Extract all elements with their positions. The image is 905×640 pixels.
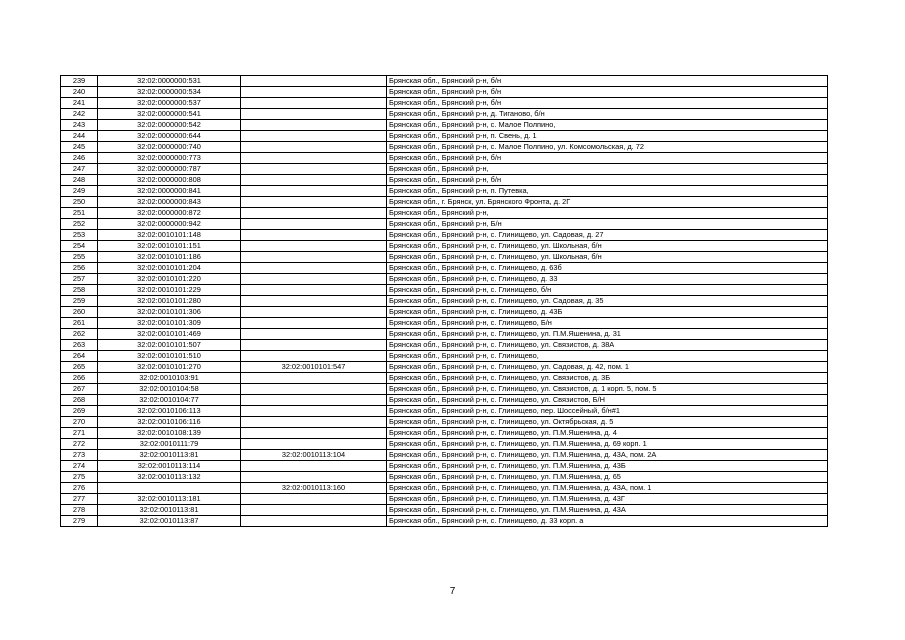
- row-number-cell: 245: [61, 142, 98, 153]
- address-cell: Брянская обл., Брянский р-н, с. Глинищево, пер. Шоссейный, б/н#1: [387, 406, 828, 417]
- related-cadastral-number-cell: [241, 76, 387, 87]
- related-cadastral-number-cell: [241, 417, 387, 428]
- table-row: [61, 274, 828, 285]
- cadastral-number-cell: 32:02:0000000:537: [98, 98, 241, 109]
- address-cell: Брянская обл., Брянский р-н, с. Глинищево, д. 43Б: [387, 307, 828, 318]
- table-row: [61, 373, 828, 384]
- cadastral-number-cell: 32:02:0010113:81: [98, 450, 241, 461]
- cadastral-number-cell: 32:02:0010101:204: [98, 263, 241, 274]
- table-row: [61, 98, 828, 109]
- related-cadastral-number-cell: [241, 395, 387, 406]
- registry-table-body: [61, 76, 828, 527]
- related-cadastral-number-cell: [241, 263, 387, 274]
- related-cadastral-number-cell: [241, 175, 387, 186]
- related-cadastral-number-cell: 32:02:0010113:160: [241, 483, 387, 494]
- row-number-cell: 265: [61, 362, 98, 373]
- table-row: [61, 230, 828, 241]
- row-number-cell: 241: [61, 98, 98, 109]
- cadastral-number-cell: 32:02:0000000:541: [98, 109, 241, 120]
- row-number-cell: 243: [61, 120, 98, 131]
- address-cell: Брянская обл., Брянский р-н, б/н: [387, 76, 828, 87]
- cadastral-number-cell: 32:02:0010101:510: [98, 351, 241, 362]
- table-row: [61, 109, 828, 120]
- address-cell: Брянская обл., Брянский р-н, с. Глинищево, ул. Школьная, б/н: [387, 252, 828, 263]
- table-row: [61, 329, 828, 340]
- related-cadastral-number-cell: 32:02:0010113:104: [241, 450, 387, 461]
- cadastral-number-cell: 32:02:0000000:808: [98, 175, 241, 186]
- related-cadastral-number-cell: [241, 406, 387, 417]
- related-cadastral-number-cell: [241, 219, 387, 230]
- address-cell: Брянская обл., Брянский р-н, с. Глинищево, б/н: [387, 285, 828, 296]
- cadastral-number-cell: 32:02:0010101:280: [98, 296, 241, 307]
- row-number-cell: 264: [61, 351, 98, 362]
- address-cell: Брянская обл., Брянский р-н, с. Глинищево, ул. П.М.Яшенина, д. 4: [387, 428, 828, 439]
- page-number: 7: [449, 586, 456, 597]
- cadastral-number-cell: 32:02:0010101:148: [98, 230, 241, 241]
- row-number-cell: 266: [61, 373, 98, 384]
- cadastral-number-cell: 32:02:0010113:181: [98, 494, 241, 505]
- table-row: [61, 252, 828, 263]
- table-row: [61, 241, 828, 252]
- related-cadastral-number-cell: [241, 197, 387, 208]
- table-row: [61, 472, 828, 483]
- cadastral-number-cell: 32:02:0010101:151: [98, 241, 241, 252]
- row-number-cell: 275: [61, 472, 98, 483]
- related-cadastral-number-cell: [241, 109, 387, 120]
- row-number-cell: 272: [61, 439, 98, 450]
- row-number-cell: 239: [61, 76, 98, 87]
- table-row: [61, 153, 828, 164]
- address-cell: Брянская обл., Брянский р-н, с. Глинищево, д. 63б: [387, 263, 828, 274]
- row-number-cell: 273: [61, 450, 98, 461]
- row-number-cell: 277: [61, 494, 98, 505]
- cadastral-number-cell: 32:02:0010104:58: [98, 384, 241, 395]
- cadastral-number-cell: 32:02:0010103:91: [98, 373, 241, 384]
- related-cadastral-number-cell: [241, 351, 387, 362]
- address-cell: Брянская обл., Брянский р-н, б/н: [387, 98, 828, 109]
- cadastral-number-cell: [98, 483, 241, 494]
- address-cell: Брянская обл., Брянский р-н, с. Малое Полпино,: [387, 120, 828, 131]
- address-cell: Брянская обл., Брянский р-н, с. Глинищево, Б/н: [387, 318, 828, 329]
- row-number-cell: 270: [61, 417, 98, 428]
- address-cell: Брянская обл., Брянский р-н, д. Тиганово, б/н: [387, 109, 828, 120]
- cadastral-number-cell: 32:02:0000000:872: [98, 208, 241, 219]
- row-number-cell: 279: [61, 516, 98, 527]
- table-row: [61, 296, 828, 307]
- table-row: [61, 351, 828, 362]
- related-cadastral-number-cell: [241, 131, 387, 142]
- cadastral-number-cell: 32:02:0000000:542: [98, 120, 241, 131]
- row-number-cell: 252: [61, 219, 98, 230]
- cadastral-number-cell: 32:02:0010106:116: [98, 417, 241, 428]
- address-cell: Брянская обл., Брянский р-н, п. Путевка,: [387, 186, 828, 197]
- related-cadastral-number-cell: [241, 329, 387, 340]
- table-row: [61, 395, 828, 406]
- address-cell: Брянская обл., Брянский р-н, с. Глинищево, д. 33 корп. а: [387, 516, 828, 527]
- row-number-cell: 274: [61, 461, 98, 472]
- table-row: [61, 208, 828, 219]
- related-cadastral-number-cell: [241, 516, 387, 527]
- cadastral-number-cell: 32:02:0010101:507: [98, 340, 241, 351]
- table-row: [61, 263, 828, 274]
- related-cadastral-number-cell: [241, 164, 387, 175]
- related-cadastral-number-cell: [241, 208, 387, 219]
- row-number-cell: 259: [61, 296, 98, 307]
- table-row: [61, 439, 828, 450]
- row-number-cell: 248: [61, 175, 98, 186]
- row-number-cell: 276: [61, 483, 98, 494]
- table-row: [61, 428, 828, 439]
- table-row: [61, 384, 828, 395]
- cadastral-number-cell: 32:02:0010101:306: [98, 307, 241, 318]
- address-cell: Брянская обл., Брянский р-н, с. Глинищево, ул. Связистов, д. 38А: [387, 340, 828, 351]
- related-cadastral-number-cell: [241, 472, 387, 483]
- address-cell: Брянская обл., Брянский р-н, с. Глинищево, ул. П.М.Яшенина, д. 43А, пом. 2А: [387, 450, 828, 461]
- address-cell: Брянская обл., Брянский р-н, с. Глинищево, ул. П.М.Яшенина, д. 43Б: [387, 461, 828, 472]
- row-number-cell: 271: [61, 428, 98, 439]
- table-row: [61, 318, 828, 329]
- cadastral-number-cell: 32:02:0010101:229: [98, 285, 241, 296]
- related-cadastral-number-cell: [241, 153, 387, 164]
- table-row: [61, 197, 828, 208]
- table-row: [61, 120, 828, 131]
- address-cell: Брянская обл., Брянский р-н, с. Глинищево, ул. Садовая, д. 42, пом. 1: [387, 362, 828, 373]
- address-cell: Брянская обл., Брянский р-н, с. Глинищево, ул. П.М.Яшенина, д. 43А, пом. 1: [387, 483, 828, 494]
- address-cell: Брянская обл., Брянский р-н, с. Малое Полпино, ул. Комсомольская, д. 72: [387, 142, 828, 153]
- table-row: [61, 516, 828, 527]
- address-cell: Брянская обл., Брянский р-н, с. Глинищево, ул. Октябрьская, д. 5: [387, 417, 828, 428]
- cadastral-number-cell: 32:02:0010101:469: [98, 329, 241, 340]
- cadastral-number-cell: 32:02:0000000:644: [98, 131, 241, 142]
- table-row: [61, 406, 828, 417]
- related-cadastral-number-cell: [241, 384, 387, 395]
- table-row: [61, 461, 828, 472]
- row-number-cell: 267: [61, 384, 98, 395]
- row-number-cell: 240: [61, 87, 98, 98]
- related-cadastral-number-cell: [241, 252, 387, 263]
- address-cell: Брянская обл., Брянский р-н, с. Глинищево, д. 33: [387, 274, 828, 285]
- cadastral-number-cell: 32:02:0010113:81: [98, 505, 241, 516]
- row-number-cell: 253: [61, 230, 98, 241]
- address-cell: Брянская обл., Брянский р-н, с. Глинищево, ул. П.М.Яшенина, д. 65: [387, 472, 828, 483]
- table-row: [61, 219, 828, 230]
- address-cell: Брянская обл., Брянский р-н, с. Глинищево, ул. Связистов, д. 1 корп. 5, пом. 5: [387, 384, 828, 395]
- cadastral-number-cell: 32:02:0000000:787: [98, 164, 241, 175]
- address-cell: Брянская обл., Брянский р-н, б/н: [387, 175, 828, 186]
- address-cell: Брянская обл., Брянский р-н, с. Глинищево, ул. Садовая, д. 27: [387, 230, 828, 241]
- cadastral-number-cell: 32:02:0000000:942: [98, 219, 241, 230]
- row-number-cell: 269: [61, 406, 98, 417]
- row-number-cell: 251: [61, 208, 98, 219]
- table-row: [61, 142, 828, 153]
- cadastral-number-cell: 32:02:0000000:773: [98, 153, 241, 164]
- address-cell: Брянская обл., Брянский р-н, с. Глинищево, ул. П.М.Яшенина, д. 43Г: [387, 494, 828, 505]
- row-number-cell: 262: [61, 329, 98, 340]
- address-cell: Брянская обл., Брянский р-н, Б/н: [387, 219, 828, 230]
- cadastral-number-cell: 32:02:0000000:534: [98, 87, 241, 98]
- table-row: [61, 450, 828, 461]
- row-number-cell: 246: [61, 153, 98, 164]
- table-row: [61, 417, 828, 428]
- cadastral-number-cell: 32:02:0010101:220: [98, 274, 241, 285]
- address-cell: Брянская обл., Брянский р-н, с. Глинищево, ул. П.М.Яшенина, д. 31: [387, 329, 828, 340]
- related-cadastral-number-cell: [241, 296, 387, 307]
- related-cadastral-number-cell: [241, 120, 387, 131]
- row-number-cell: 261: [61, 318, 98, 329]
- address-cell: Брянская обл., Брянский р-н, б/н: [387, 87, 828, 98]
- table-row: [61, 505, 828, 516]
- cadastral-number-cell: 32:02:0010101:309: [98, 318, 241, 329]
- cadastral-number-cell: 32:02:0010113:87: [98, 516, 241, 527]
- related-cadastral-number-cell: [241, 186, 387, 197]
- table-row: [61, 131, 828, 142]
- row-number-cell: 258: [61, 285, 98, 296]
- row-number-cell: 254: [61, 241, 98, 252]
- cadastral-number-cell: 32:02:0010101:270: [98, 362, 241, 373]
- related-cadastral-number-cell: [241, 142, 387, 153]
- related-cadastral-number-cell: [241, 241, 387, 252]
- related-cadastral-number-cell: 32:02:0010101:547: [241, 362, 387, 373]
- row-number-cell: 249: [61, 186, 98, 197]
- table-row: [61, 340, 828, 351]
- address-cell: Брянская обл., Брянский р-н,: [387, 208, 828, 219]
- table-row: [61, 362, 828, 373]
- address-cell: Брянская обл., Брянский р-н, п. Свень, д. 1: [387, 131, 828, 142]
- related-cadastral-number-cell: [241, 494, 387, 505]
- row-number-cell: 268: [61, 395, 98, 406]
- related-cadastral-number-cell: [241, 318, 387, 329]
- table-row: [61, 164, 828, 175]
- related-cadastral-number-cell: [241, 340, 387, 351]
- related-cadastral-number-cell: [241, 87, 387, 98]
- table-row: [61, 76, 828, 87]
- row-number-cell: 278: [61, 505, 98, 516]
- address-cell: Брянская обл., г. Брянск, ул. Брянского Фронта, д. 2Г: [387, 197, 828, 208]
- row-number-cell: 255: [61, 252, 98, 263]
- related-cadastral-number-cell: [241, 373, 387, 384]
- cadastral-number-cell: 32:02:0010113:114: [98, 461, 241, 472]
- row-number-cell: 263: [61, 340, 98, 351]
- cadastral-number-cell: 32:02:0010113:132: [98, 472, 241, 483]
- cadastral-number-cell: 32:02:0010101:186: [98, 252, 241, 263]
- row-number-cell: 244: [61, 131, 98, 142]
- related-cadastral-number-cell: [241, 285, 387, 296]
- related-cadastral-number-cell: [241, 274, 387, 285]
- address-cell: Брянская обл., Брянский р-н, с. Глинищево,: [387, 351, 828, 362]
- related-cadastral-number-cell: [241, 439, 387, 450]
- cadastral-number-cell: 32:02:0010106:113: [98, 406, 241, 417]
- related-cadastral-number-cell: [241, 98, 387, 109]
- row-number-cell: 256: [61, 263, 98, 274]
- table-row: [61, 186, 828, 197]
- cadastral-number-cell: 32:02:0010104:77: [98, 395, 241, 406]
- address-cell: Брянская обл., Брянский р-н, б/н: [387, 153, 828, 164]
- related-cadastral-number-cell: [241, 230, 387, 241]
- address-cell: Брянская обл., Брянский р-н, с. Глинищево, ул. Садовая, д. 35: [387, 296, 828, 307]
- related-cadastral-number-cell: [241, 307, 387, 318]
- address-cell: Брянская обл., Брянский р-н,: [387, 164, 828, 175]
- related-cadastral-number-cell: [241, 461, 387, 472]
- table-row: [61, 87, 828, 98]
- address-cell: Брянская обл., Брянский р-н, с. Глинищево, ул. П.М.Яшенина, д. 43А: [387, 505, 828, 516]
- address-cell: Брянская обл., Брянский р-н, с. Глинищево, ул. Связистов, Б/Н: [387, 395, 828, 406]
- cadastral-number-cell: 32:02:0000000:740: [98, 142, 241, 153]
- related-cadastral-number-cell: [241, 428, 387, 439]
- table-row: [61, 483, 828, 494]
- address-cell: Брянская обл., Брянский р-н, с. Глинищево, ул. Школьная, б/н: [387, 241, 828, 252]
- cadastral-number-cell: 32:02:0010111:79: [98, 439, 241, 450]
- cadastral-number-cell: 32:02:0000000:843: [98, 197, 241, 208]
- row-number-cell: 257: [61, 274, 98, 285]
- table-row: [61, 307, 828, 318]
- registry-table: [60, 75, 828, 527]
- address-cell: Брянская обл., Брянский р-н, с. Глинищево, ул. П.М.Яшенина, д. 69 корп. 1: [387, 439, 828, 450]
- table-row: [61, 285, 828, 296]
- address-cell: Брянская обл., Брянский р-н, с. Глинищево, ул. Связистов, д. 3Б: [387, 373, 828, 384]
- row-number-cell: 260: [61, 307, 98, 318]
- related-cadastral-number-cell: [241, 505, 387, 516]
- table-row: [61, 175, 828, 186]
- cadastral-number-cell: 32:02:0010108:139: [98, 428, 241, 439]
- cadastral-number-cell: 32:02:0000000:531: [98, 76, 241, 87]
- table-row: [61, 494, 828, 505]
- cadastral-number-cell: 32:02:0000000:841: [98, 186, 241, 197]
- row-number-cell: 250: [61, 197, 98, 208]
- row-number-cell: 247: [61, 164, 98, 175]
- row-number-cell: 242: [61, 109, 98, 120]
